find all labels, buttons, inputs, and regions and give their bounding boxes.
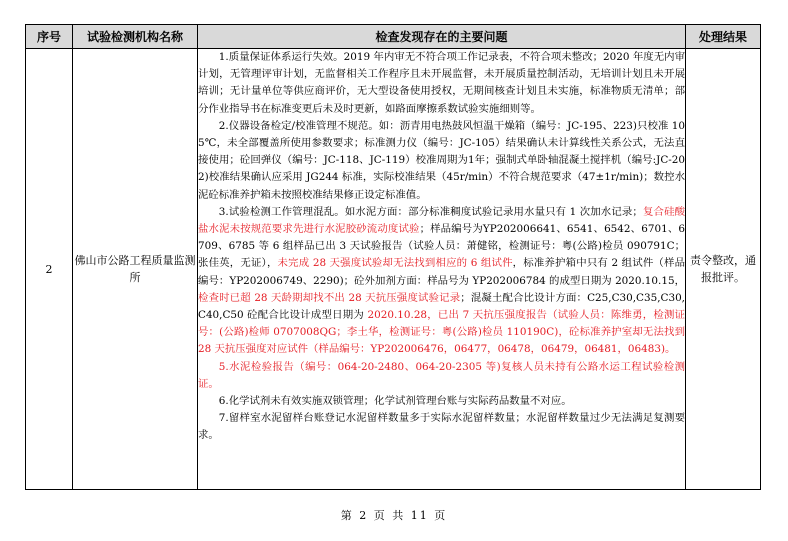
row-result: 责令整改，通报批评。 <box>686 49 761 490</box>
issue-text: 3.试验检测工作管理混乱。如水泥方面：部分标准稠度试验记录用水量只有 1 次加水记录； <box>218 205 643 218</box>
issue-text-highlight: 5.水泥检验报告（编号：064-20-2480、064-20-2305 等)复核人员未持有公路水运工程试验检测证。 <box>198 360 685 390</box>
row-issues <box>198 49 686 490</box>
header-number: 序号 <box>26 25 73 49</box>
issue-paragraph <box>198 118 685 204</box>
issue-paragraph <box>198 393 685 410</box>
page-footer: 第 2 页 共 11 页 <box>340 509 448 522</box>
issue-text-highlight: 复合硅酸盐水泥未按规范要求先进行水泥胶砂流动度试验 <box>198 205 685 236</box>
header-issues: 检查发现存在的主要问题 <box>198 25 686 49</box>
issue-text: ，标准养护箱中只有 2 组试件（样品编号：YP202006749、2290)；砼外加剂方面：样品号为 YP202006784 的成型日期为 2020.10.15， <box>198 257 685 287</box>
row-org: 佛山市公路工程质量监测所 <box>73 49 198 490</box>
issue-text-highlight: 未完成 28 天强度试验却无法找到相应的 6 组试件 <box>277 257 513 270</box>
inspection-table <box>25 24 761 490</box>
issue-text: 7.留样室水泥留样台账登记水泥留样数量多于实际水泥留样数量；水泥留样数量过少无法满足复测要求。 <box>198 412 685 442</box>
issue-text: ；混凝土配合比设计方面：C25,C30,C35,C30,C40,C50 砼配合比设计成型日期为 <box>198 291 685 322</box>
issue-text: 6.化学试剂未有效实施双锁管理；化学试剂管理台账与实际药品数量不对应。 <box>218 395 572 408</box>
issue-text-highlight: 2020.10.28，已出 7 天抗压强度报告（试验人员：陈维勇，检测证号：(公路)检师 0707008QG；李土华，检测证号：粤(公路)检员 110190C)，砼标准养护室却无法找到 28 天抗压强度对应试件（样品编号：YP202006476，06477，06478，06479，06481，06483)。 <box>198 309 685 356</box>
issue-paragraph <box>198 204 685 359</box>
issue-paragraph <box>198 49 685 118</box>
table-header-row <box>26 25 761 49</box>
issue-text: 2.仪器设备检定/校准管理不规范。如：沥青用电热鼓风恒温干燥箱（编号：JC-195、223)只校准 105℃，未全部覆盖所使用参数要求；标准测力仪（编号：JC-105）结果确认未计算线性关系公式，无法直接使用；砼回弹仪（编号：JC-118、JC-119）校准周期为1年；强制式单卧轴混凝土搅拌机（编号:JC-202)校准结果确认应采用 JG244 标准，实际校准结果（45r/min）不符合规范要求（47±1r/min)；数控水泥砼标准养护箱未按照校准结果修正设定标准值。 <box>198 119 685 201</box>
issue-text-highlight: 检查时已超 28 天龄期却找不出 28 天抗压强度试验记录 <box>198 291 461 304</box>
issue-text: 1.质量保证体系运行失效。2019 年内审无不符合项工作记录表，不符合项未整改；2020 年度无内审计划，无管理评审计划，无监督相关工作程序且未开展监督，未开展质量控制活动，无培训计划且未开展培训；无计量单位等供应商评价，无大型设备使用授权，无期间核查计划且未实施，标准物质无清单；部分作业指导书在标准变更后未及时更新，如路面摩擦系数试验实施细则等。 <box>198 51 685 115</box>
header-org: 试验检测机构名称 <box>73 25 198 49</box>
issue-paragraph <box>198 359 685 393</box>
issue-text: ；样品编号为YP202006641、6541、6542、6701、6709、6785 等 6 组样品已出 3 天试验报告（试验人员：萧健铭，检测证号：粤(公路)检员 090791C；张佳英，无证）， <box>198 223 685 270</box>
header-result: 处理结果 <box>686 25 761 49</box>
issue-paragraph <box>198 410 685 444</box>
table-row <box>26 49 761 490</box>
row-number: 2 <box>26 49 73 490</box>
